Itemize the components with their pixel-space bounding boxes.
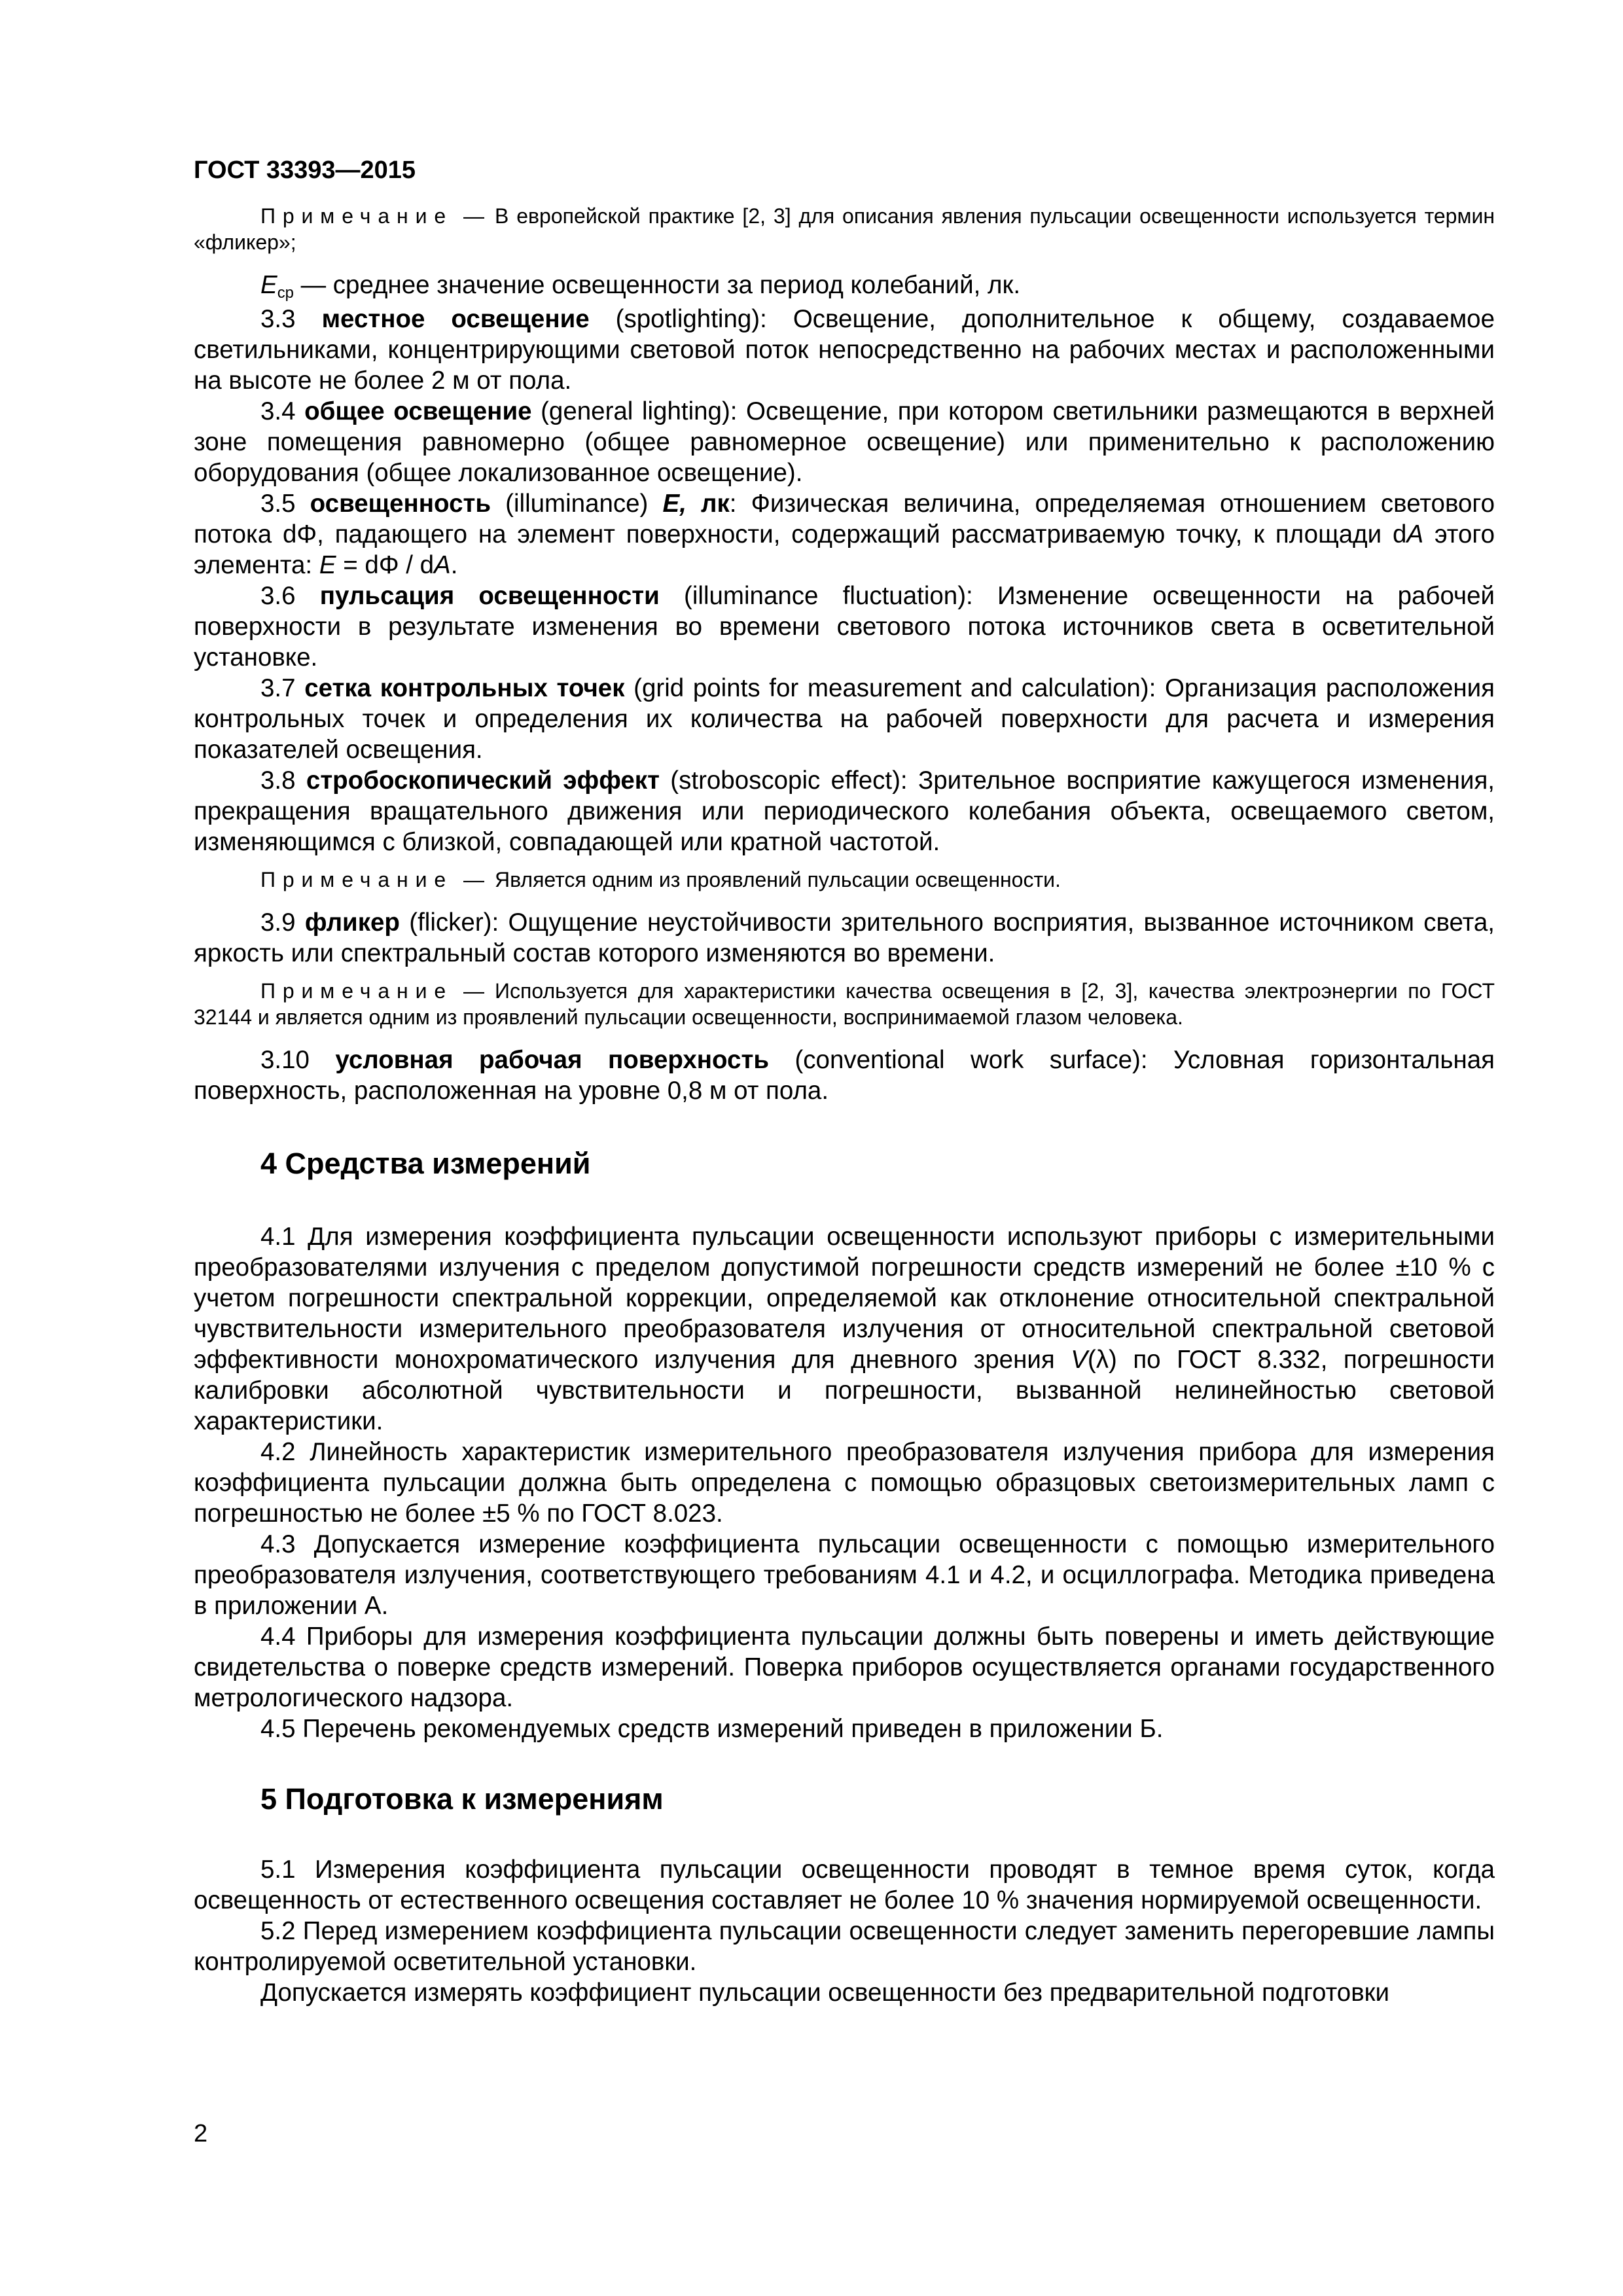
term-3-5: 3.5 освещенность (illuminance) E, лк: Физическая величина, определяемая отношением светового потока dΦ, падающего на элемент поверхности, содержащий рассматриваемую точку, к площади dA этого элемента: E = dΦ / dA. xyxy=(194,490,1495,579)
term-name: освещенность xyxy=(310,490,491,518)
clause-5-2: 5.2 Перед измерением коэффициента пульсации освещенности следует заменить перегоревшие лампы контролируемой осветительной установки. xyxy=(194,1917,1495,1976)
term-3-7: 3.7 сетка контрольных точек (grid points for measurement and calculation): Организация расположения контрольных точек и определения их количества на рабочей поверхности для расчета и измерения показателей освещения. xyxy=(194,674,1495,764)
term-3-4: 3.4 общее освещение (general lighting): Освещение, при котором светильники размещаются в верхней зоне помещения равномерно (общее равномерное освещение) или применительно к расположению оборудования (общее локализованное освещение). xyxy=(194,397,1495,487)
term-3-8: 3.8 стробоскопический эффект (stroboscopic effect): Зрительное восприятие кажущегося изменения, прекращения вращательного движения или периодического колебания объекта, освещаемого светом, изменяющимся с близкой, совпадающей или кратной частотой. xyxy=(194,766,1495,856)
note-text: Используется для характеристики качества освещения в [2, 3], качества электроэнергии по ГОСТ 32144 и является одним из проявлений пульсации освещенности, воспринимаемой глазом человека. xyxy=(194,979,1495,1029)
definition-e-average: $E_{ср}$ — среднее значение освещенности за период колебаний, лк. xyxy=(260,271,1021,302)
page-number: 2 xyxy=(194,2120,208,2147)
term-3-3: 3.3 местное освещение (spotlighting): Освещение, дополнительное к общему, создаваемое светильниками, концентрирующими световой поток непосредственно на рабочих местах и расположенными на высоте не более 2 м от пола. xyxy=(194,305,1495,395)
term-name: общее освещение xyxy=(304,397,532,425)
clause-5-1: 5.1 Измерения коэффициента пульсации освещенности проводят в темное время суток, когда освещенность от естественного освещения составляет не более 10 % значения нормируемой освещенности. xyxy=(194,1856,1495,1914)
note-label: Примечание xyxy=(260,868,454,891)
clause-4-2: 4.2 Линейность характеристик измерительного преобразователя излучения прибора для измерения коэффициента пульсации должна быть определена с помощью образцовых светоизмерительных ламп с погрешностью не более ±5 % по ГОСТ 8.023. xyxy=(194,1438,1495,1528)
note-flicker: Примечание — Используется для характеристики качества освещения в [2, 3], качества электроэнергии по ГОСТ 32144 и является одним из проявлений пульсации освещенности, воспринимаемой глазом человека. xyxy=(194,979,1495,1029)
term-name: фликер xyxy=(304,908,400,937)
clause-4-4: 4.4 Приборы для измерения коэффициента пульсации должны быть поверены и иметь действующие свидетельства о поверке средств измерений. Поверка приборов осуществляется органами государственного метрологического надзора. xyxy=(194,1623,1495,1712)
document-page xyxy=(194,154,1495,2203)
term-3-9: 3.9 фликер (flicker): Ощущение неустойчивости зрительного восприятия, вызванное источником света, яркость или спектральный состав которого изменяются во времени. xyxy=(194,908,1495,967)
term-name: пульсация освещенности xyxy=(319,582,660,610)
note-label: Примечание xyxy=(260,979,454,1003)
clause-4-1: 4.1 Для измерения коэффициента пульсации освещенности используют приборы с измерительными преобразователями излучения с пределом допустимой погрешности средств измерений не более ±10 % с учетом погрешности спектральной коррекции, определяемой как отклонение относительной спектральной чувствительности измерительного преобразователя излучения от относительной спектральной световой эффективности монохроматического излучения для дневного зрения V(λ) по ГОСТ 8.332, погрешности калибровки абсолютной чувствительности и погрешности, вызванной нелинейностью световой характеристики. xyxy=(194,1223,1495,1435)
clause-5-2-continued: Допускается измерять коэффициент пульсации освещенности без предварительной подготовки xyxy=(260,1979,1389,2007)
document-header: ГОСТ 33393—2015 xyxy=(194,156,416,184)
clause-4-5: 4.5 Перечень рекомендуемых средств измерений приведен в приложении Б. xyxy=(260,1715,1164,1743)
term-name: условная рабочая поверхность xyxy=(335,1046,769,1074)
note-text: Является одним из проявлений пульсации освещенности. xyxy=(495,868,1061,891)
note-label: Примечание xyxy=(260,204,454,228)
term-name: стробоскопический эффект xyxy=(306,766,660,795)
term-name: местное освещение xyxy=(321,305,590,333)
note-fliker-term: Примечание — В европейской практике [2, 3] для описания явления пульсации освещенности используется термин «фликер»; xyxy=(194,204,1495,254)
term-3-6: 3.6 пульсация освещенности (illuminance fluctuation): Изменение освещенности на рабочей поверхности в результате изменения во времени светового потока источников света в осветительной установке. xyxy=(194,582,1495,672)
note-text: В европейской практике [2, 3] для описания явления пульсации освещенности используется термин «фликер»; xyxy=(194,204,1495,254)
note-stroboscopic: Примечание — Является одним из проявлений пульсации освещенности. xyxy=(260,868,1061,891)
section-5-heading: 5 Подготовка к измерениям xyxy=(260,1782,664,1816)
clause-4-3: 4.3 Допускается измерение коэффициента пульсации освещенности с помощью измерительного преобразователя излучения, соответствующего требованиям 4.1 и 4.2, и осциллографа. Методика приведена в приложении А. xyxy=(194,1530,1495,1620)
term-3-10: 3.10 условная рабочая поверхность (conventional work surface): Условная горизонтальная поверхность, расположенная на уровне 0,8 м от пола. xyxy=(194,1046,1495,1105)
section-4-heading: 4 Средства измерений xyxy=(260,1147,591,1180)
term-name: сетка контрольных точек xyxy=(304,674,625,702)
